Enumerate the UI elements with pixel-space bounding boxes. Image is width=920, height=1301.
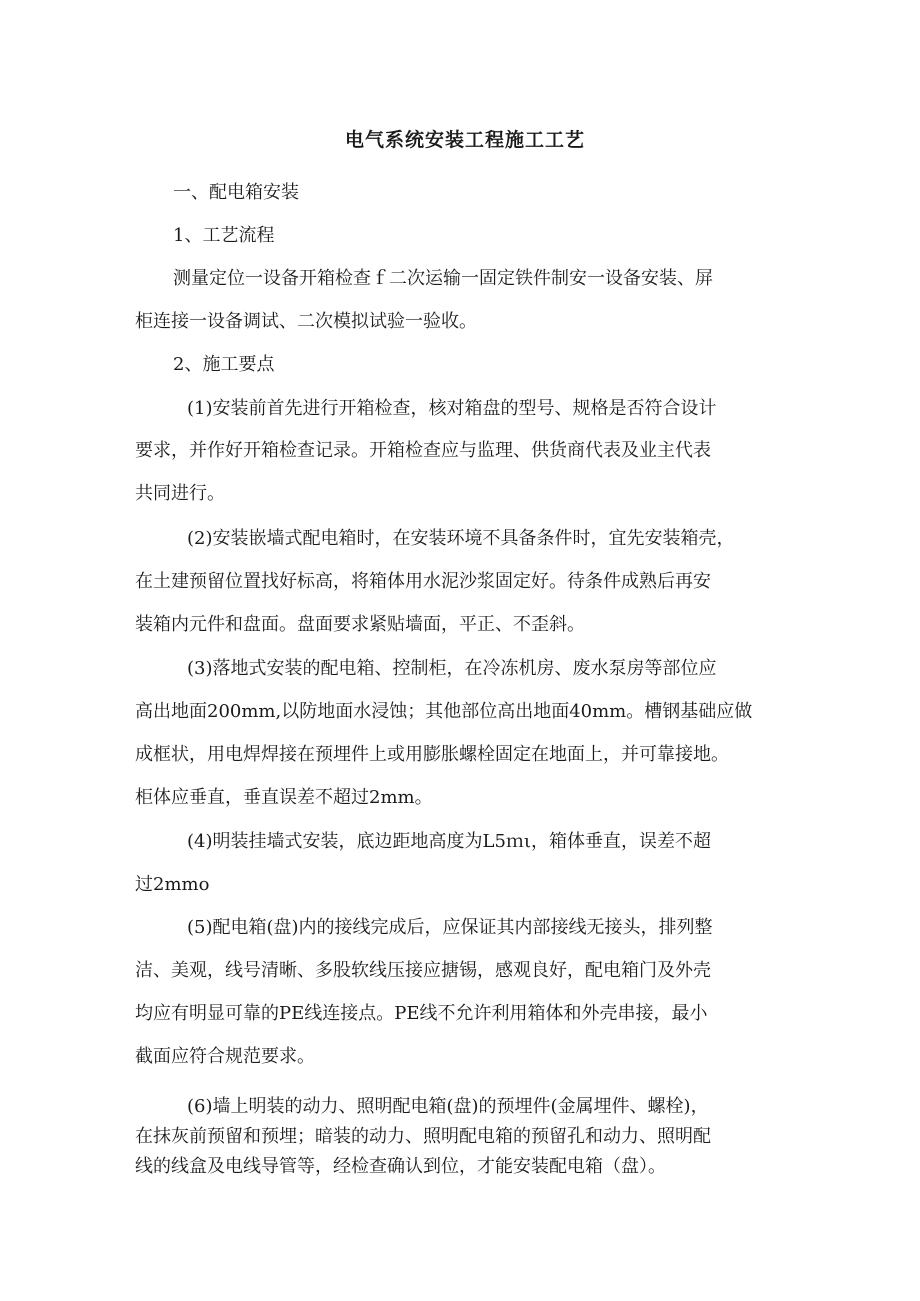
subsection-heading: 2、施工要点 [173, 354, 275, 375]
document-title: 电气系统安装工程施工工艺 [344, 129, 585, 151]
paragraph-line: (6)墙上明装的动力、照明配电箱(盘)的预埋件(金属埋件、螺栓)， [187, 1096, 709, 1117]
paragraph-line: 线的线盒及电线导管等，经检查确认到位，才能安装配电箱（盘）。 [135, 1156, 666, 1177]
paragraph-line: 在土建预留位置找好标高，将箱体用水泥沙浆固定好。待条件成熟后再安 [135, 571, 711, 592]
paragraph-line: (2)安装嵌墙式配电箱时，在安装环境不具备条件时，宜先安装箱壳， [187, 528, 735, 549]
paragraph-line: 均应有明显可靠的PE线连接点。PE线不允许利用箱体和外壳串接，最小 [135, 1003, 708, 1024]
paragraph-line: (5)配电箱(盘)内的接线完成后，应保证其内部接线无接头，排列整 [187, 917, 713, 938]
paragraph-line: (4)明装挂墙式安装，底边距地高度为L5ｍι，箱体垂直，误差不超 [187, 831, 711, 852]
paragraph-line: (1)安装前首先进行开箱检查，核对箱盘的型号、规格是否符合设计 [187, 398, 717, 419]
paragraph-line: (3)落地式安装的配电箱、控制柜，在冷冻机房、废水泵房等部位应 [187, 658, 717, 679]
subsection-heading: 1、工艺流程 [173, 225, 275, 246]
paragraph-line: 柜体应垂直，垂直误差不超过2mm。 [135, 787, 433, 808]
paragraph-line: 高出地面200mm,以防地面水浸蚀；其他部位高出地面40mm。槽钢基础应做 [135, 701, 753, 722]
paragraph-line: 要求，并作好开箱检查记录。开箱检查应与监理、供货商代表及业主代表 [135, 440, 711, 461]
paragraph-line: 在抹灰前预留和预埋；暗装的动力、照明配电箱的预留孔和动力、照明配 [135, 1126, 711, 1147]
paragraph-line: 洁、美观，线号清晰、多股软线压接应搪锡，感观良好，配电箱门及外壳 [135, 960, 711, 981]
paragraph-line: 测量定位一设备开箱检查ｆ二次运输一固定铁件制安一设备安装、屏 [173, 268, 713, 289]
paragraph-line: 成框状，用电焊焊接在预埋件上或用膨胀螺栓固定在地面上，并可靠接地。 [135, 744, 729, 765]
paragraph-line: 共同进行。 [135, 483, 225, 504]
paragraph-line: 装箱内元件和盘面。盘面要求紧贴墙面，平正、不歪斜。 [135, 614, 585, 635]
paragraph-line: 过2mmo [135, 874, 210, 895]
paragraph-line: 截面应符合规范要求。 [135, 1046, 315, 1067]
section-heading: 一、配电箱安装 [173, 182, 299, 203]
paragraph-line: 柜连接一设备调试、二次模拟试验一验收。 [135, 311, 477, 332]
